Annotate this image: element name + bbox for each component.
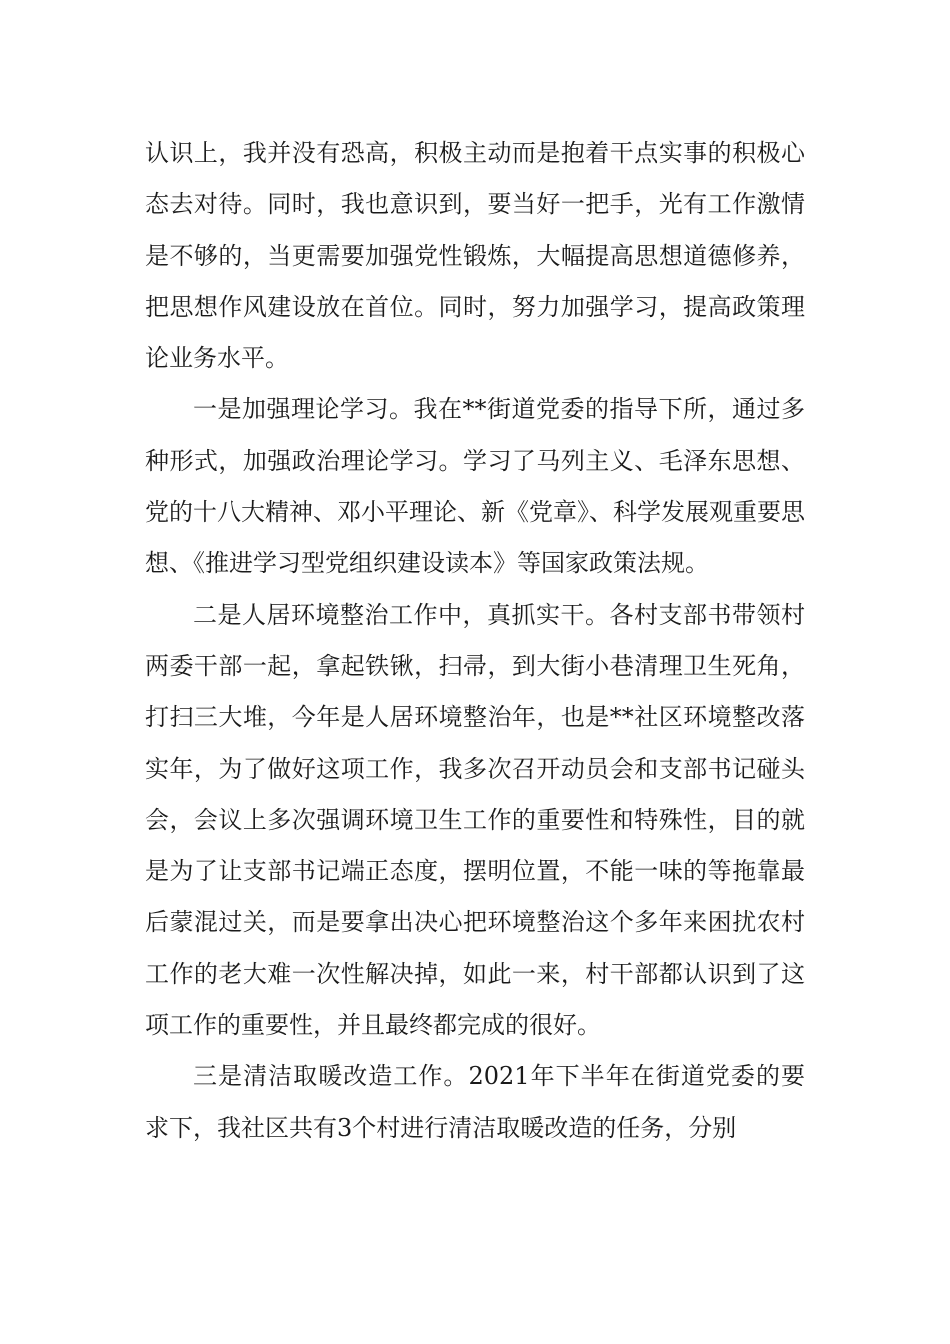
paragraph-3: 二是人居环境整治工作中，真抓实干。各村支部书带领村两委干部一起，拿起铁锹，扫帚，到大街小巷清理卫生死角，打扫三大堆，今年是人居环境整治年，也是**社区环境整改落实年，为了做好这项工作，我多次召开动员会和支部书记碰头会，会议上多次强调环境卫生工作的重要性和特殊性，目的就是为了让支部书记端正态度，摆明位置，不能一味的等拖靠最后蒙混过关，而是要拿出决心把环境整治这个多年来困扰农村工作的老大难一次性解决掉，如此一来，村干部都认识到了这项工作的重要性，并且最终都完成的很好。 [145,600,805,1040]
document-body [145,128,805,1154]
paragraph-1: 认识上，我并没有恐高，积极主动而是抱着干点实事的积极心态去对待。同时，我也意识到，要当好一把手，光有工作激情是不够的，当更需要加强党性锻炼，大幅提高思想道德修养，把思想作风建设放在首位。同时，努力加强学习，提高政策理论业务水平。 [145,139,805,373]
paragraph-2: 一是加强理论学习。我在**街道党委的指导下所，通过多种形式，加强政治理论学习。学习了马列主义、毛泽东思想、党的十八大精神、邓小平理论、新《党章》、科学发展观重要思想、《推进学习型党组织建设读本》等国家政策法规。 [145,395,805,578]
paragraph-4: 三是清洁取暖改造工作。2021年下半年在街道党委的要求下，我社区共有3个村进行清洁取暖改造的任务，分别 [145,1062,805,1142]
